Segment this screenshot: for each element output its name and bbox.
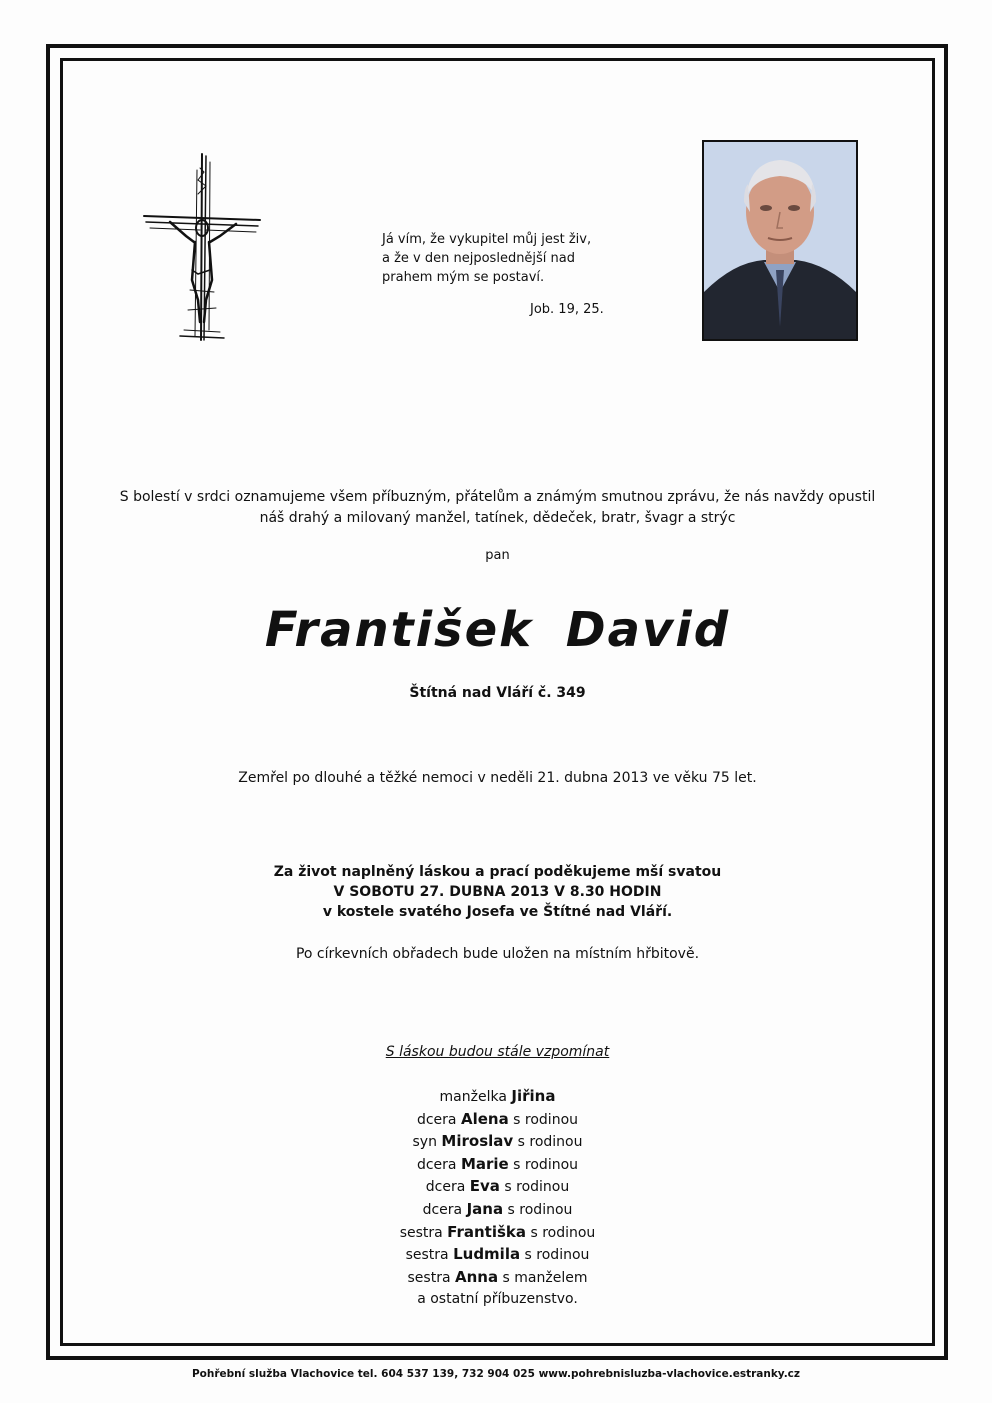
verse-line: Já vím, že vykupitel můj jest živ,	[382, 232, 592, 247]
title-word: pan	[485, 548, 510, 563]
verse-line: a že v den nejposlednější nad	[382, 251, 576, 266]
list-item: sestra Ludmila s rodinou	[405, 1245, 590, 1264]
announcement-line: náš drahý a milovaný manžel, tatínek, dědeček, bratr, švagr a strýc	[259, 510, 736, 526]
portrait-photo	[702, 140, 858, 341]
mourners-list	[60, 1086, 935, 1311]
deceased-name: František David	[264, 602, 731, 658]
footer-funeral-service: Pohřební služba Vlachovice tel. 604 537 139, 732 904 025 www.pohrebnisluzba-vlachovice.estranky.cz	[191, 1368, 801, 1380]
list-item: a ostatní příbuzenstvo.	[417, 1291, 578, 1308]
list-item: syn Miroslav s rodinou	[412, 1132, 583, 1151]
mass-line: v kostele svatého Josefa ve Štítné nad Vláří.	[322, 904, 673, 920]
verse-line: prahem mým se postaví.	[382, 270, 545, 285]
list-item: dcera Jana s rodinou	[422, 1199, 573, 1218]
death-notice: Zemřel po dlouhé a těžké nemoci v neděli 21. dubna 2013 ve věku 75 let.	[238, 770, 757, 786]
list-item: dcera Eva s rodinou	[425, 1177, 570, 1196]
list-item: dcera Marie s rodinou	[416, 1154, 579, 1173]
mass-announcement	[60, 862, 935, 922]
list-item: dcera Alena s rodinou	[416, 1109, 579, 1128]
list-item: sestra Anna s manželem	[407, 1267, 588, 1286]
mass-line: V SOBOTU 27. DUBNA 2013 V 8.30 HODIN	[333, 884, 662, 900]
mourners-heading: S láskou budou stále vzpomínat	[385, 1044, 610, 1060]
announcement-line: S bolestí v srdci oznamujeme všem příbuzným, přátelům a známým smutnou zprávu, že nás navždy opustil	[119, 489, 876, 505]
burial-notice: Po církevních obřadech bude uložen na místním hřbitově.	[295, 946, 700, 962]
deceased-address: Štítná nad Vláří č. 349	[409, 685, 586, 701]
mass-line: Za život naplněný láskou a prací poděkujeme mší svatou	[273, 864, 722, 880]
list-item: manželka Jiřina	[439, 1087, 556, 1105]
verse-reference: Job. 19, 25.	[530, 302, 604, 317]
bible-verse	[382, 230, 591, 287]
crucifix-icon	[140, 150, 264, 342]
announcement	[60, 487, 935, 529]
list-item: sestra Františka s rodinou	[399, 1222, 596, 1241]
